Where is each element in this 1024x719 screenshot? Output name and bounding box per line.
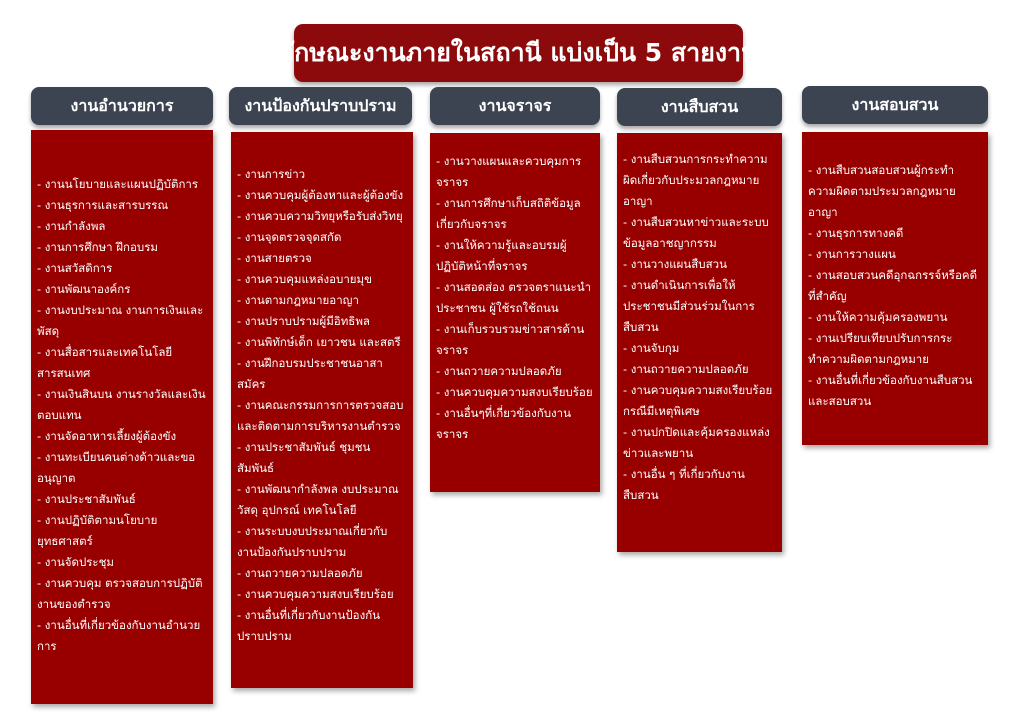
column-heading-inquiry: งานสอบสวน — [802, 86, 988, 124]
column-heading-administration: งานอำนวยการ — [31, 87, 213, 125]
duty-item: - งานควบคุมผู้ต้องหาและผู้ต้องขัง — [237, 188, 404, 202]
duty-item: - งานกำลังพล — [37, 219, 106, 233]
duty-item: - งานงบประมาณ งานการเงินและพัสดุ — [37, 303, 204, 338]
duty-list — [436, 151, 594, 445]
duty-list — [237, 164, 407, 647]
duty-list — [37, 174, 207, 657]
duty-item: - งานสืบสวนหาข่าวและระบบข้อมูลอาชญากรรม — [623, 215, 769, 250]
duty-item: - งานสืบสวนสอบสวนผู้กระทำความผิดตามประมวลกฎหมายอาญา — [808, 163, 956, 219]
duty-item: - งานการศึกษา ฝึกอบรม — [37, 240, 158, 254]
duty-item: - งานอื่นที่เกี่ยวกับงานป้องกันปราบปราม — [237, 608, 381, 643]
duty-item: - งานจัดอาหารเลี้ยงผู้ต้องขัง — [37, 429, 177, 443]
duty-item: - งานธุรการทางคดี — [808, 226, 904, 240]
duty-item: - งานพัฒนาองค์กร — [37, 282, 131, 296]
duty-item: - งานคณะกรรมการการตรวจสอบและติดตามการบริหารงานตำรวจ — [237, 398, 404, 433]
duty-item: - งานสอบสวนคดีอุกฉกรรจ์หรือคดีที่สำคัญ — [808, 268, 978, 303]
duty-item: - งานเปรียบเทียบปรับการกระทำความผิดตามกฎหมาย — [808, 331, 953, 366]
duty-item: - งานควบคุมความสงบเรียบร้อย — [237, 587, 394, 601]
chart-title: ลักษณะงานภายในสถานี แบ่งเป็น 5 สายงาน — [294, 24, 743, 82]
duty-item: - งานธุรการและสารบรรณ — [37, 198, 169, 212]
duty-item: - งานประชาสัมพันธ์ ชุมชนสัมพันธ์ — [237, 440, 371, 475]
column-panel-investigation — [617, 133, 782, 552]
duty-item: - งานการศึกษาเก็บสถิติข้อมูลเกี่ยวกับจราจร — [436, 196, 581, 231]
duty-item: - งานควบคุมความสงบเรียบร้อย — [436, 385, 593, 399]
duty-item: - งานนโยบายและแผนปฏิบัติการ — [37, 177, 199, 191]
duty-item: - งานให้ความรู้และอบรมผู้ปฏิบัติหน้าที่จราจร — [436, 238, 567, 273]
duty-item: - งานระบบงบประมาณเกี่ยวกับงานป้องกันปราบปราม — [237, 524, 388, 559]
duty-item: - งานสอดส่อง ตรวจตราแนะนำประชาชน ผู้ใช้รถใช้ถนน — [436, 280, 592, 315]
duty-item: - งานถวายความปลอดภัย — [623, 362, 749, 376]
duty-item: - งานทะเบียนคนต่างด้าวและขออนุญาต — [37, 450, 196, 485]
duty-item: - งานถวายความปลอดภัย — [237, 566, 363, 580]
column-panel-traffic — [430, 133, 600, 492]
duty-item: - งานอื่นที่เกี่ยวข้องกับงานสืบสวนและสอบสวน — [808, 373, 973, 408]
duty-list — [808, 160, 982, 412]
duty-item: - งานควบคุมความสงเรียบร้อยกรณีมีเหตุพิเศษ — [623, 383, 773, 418]
duty-item: - งานถวายความปลอดภัย — [436, 364, 562, 378]
duty-item: - งานพิทักษ์เด็ก เยาวชน และสตรี — [237, 335, 401, 349]
duty-item: - งานจัดประชุม — [37, 555, 114, 569]
duty-item: - งานปฏิบัติตามนโยบายยุทธศาสตร์ — [37, 513, 158, 548]
duty-item: - งานควบความวิทยุหรือรับส่งวิทยุ — [237, 209, 403, 223]
column-heading-crime-prevention: งานป้องกันปราบปราม — [229, 87, 412, 125]
duty-item: - งานจับกุม — [623, 341, 680, 355]
duty-item: - งานวางแผนสืบสวน — [623, 257, 727, 271]
column-heading-investigation: งานสืบสวน — [617, 88, 782, 126]
column-panel-crime-prevention — [231, 132, 413, 688]
duty-item: - งานสายตรวจ — [237, 251, 312, 265]
duty-item: - งานการข่าว — [237, 167, 306, 181]
duty-item: - งานเก็บรวบรวมข่าวสารด้านจราจร — [436, 322, 585, 357]
duty-item: - งานจุดตรวจจุดสกัด — [237, 230, 342, 244]
duty-item: - งานปราบปรามผู้มีอิทธิพล — [237, 314, 370, 328]
duty-item: - งานให้ความคุ้มครองพยาน — [808, 310, 948, 324]
duty-item: - งานสวัสดิการ — [37, 261, 113, 275]
duty-list — [623, 149, 776, 506]
column-panel-administration — [31, 130, 213, 704]
column-heading-traffic: งานจราจร — [430, 87, 600, 125]
duty-item: - งานควบคุมแหล่งอบายมุข — [237, 272, 372, 286]
duty-item: - งานสืบสวนการกระทำความผิดเกี่ยวกับประมวลกฎหมายอาญา — [623, 152, 768, 208]
duty-item: - งานควบคุม ตรวจสอบการปฏิบัติงานของตำรวจ — [37, 576, 203, 611]
duty-item: - งานอื่น ๆ ที่เกี่ยวกับงานสืบสวน — [623, 467, 745, 502]
duty-item: - งานอื่นที่เกี่ยวข้องกับงานอำนวยการ — [37, 618, 201, 653]
duty-item: - งานประชาสัมพันธ์ — [37, 492, 136, 506]
duty-item: - งานปกปิดและคุ้มครองแหล่งข่าวและพยาน — [623, 425, 770, 460]
duty-item: - งานการวางแผน — [808, 247, 896, 261]
duty-item: - งานตามกฎหมายอาญา — [237, 293, 359, 307]
duty-item: - งานฝึกอบรมประชาชนอาสาสมัคร — [237, 356, 383, 391]
duty-item: - งานเงินสินบน งานรางวัลและเงินตอบแทน — [37, 387, 206, 422]
duty-item: - งานวางแผนและควบคุมการจราจร — [436, 154, 582, 189]
duty-item: - งานพัฒนากำลังพล งบประมาณ วัสดุ อุปกรณ์ เทคโนโลยี — [237, 482, 399, 517]
duty-item: - งานสื่อสารและเทคโนโลยีสารสนเทศ — [37, 345, 173, 380]
duty-item: - งานอื่นๆที่เกี่ยวข้องกับงานจราจร — [436, 406, 571, 441]
column-panel-inquiry — [802, 132, 988, 445]
duty-item: - งานดำเนินการเพื่อให้ประชาชนมีส่วนร่วมในการสืบสวน — [623, 278, 755, 334]
